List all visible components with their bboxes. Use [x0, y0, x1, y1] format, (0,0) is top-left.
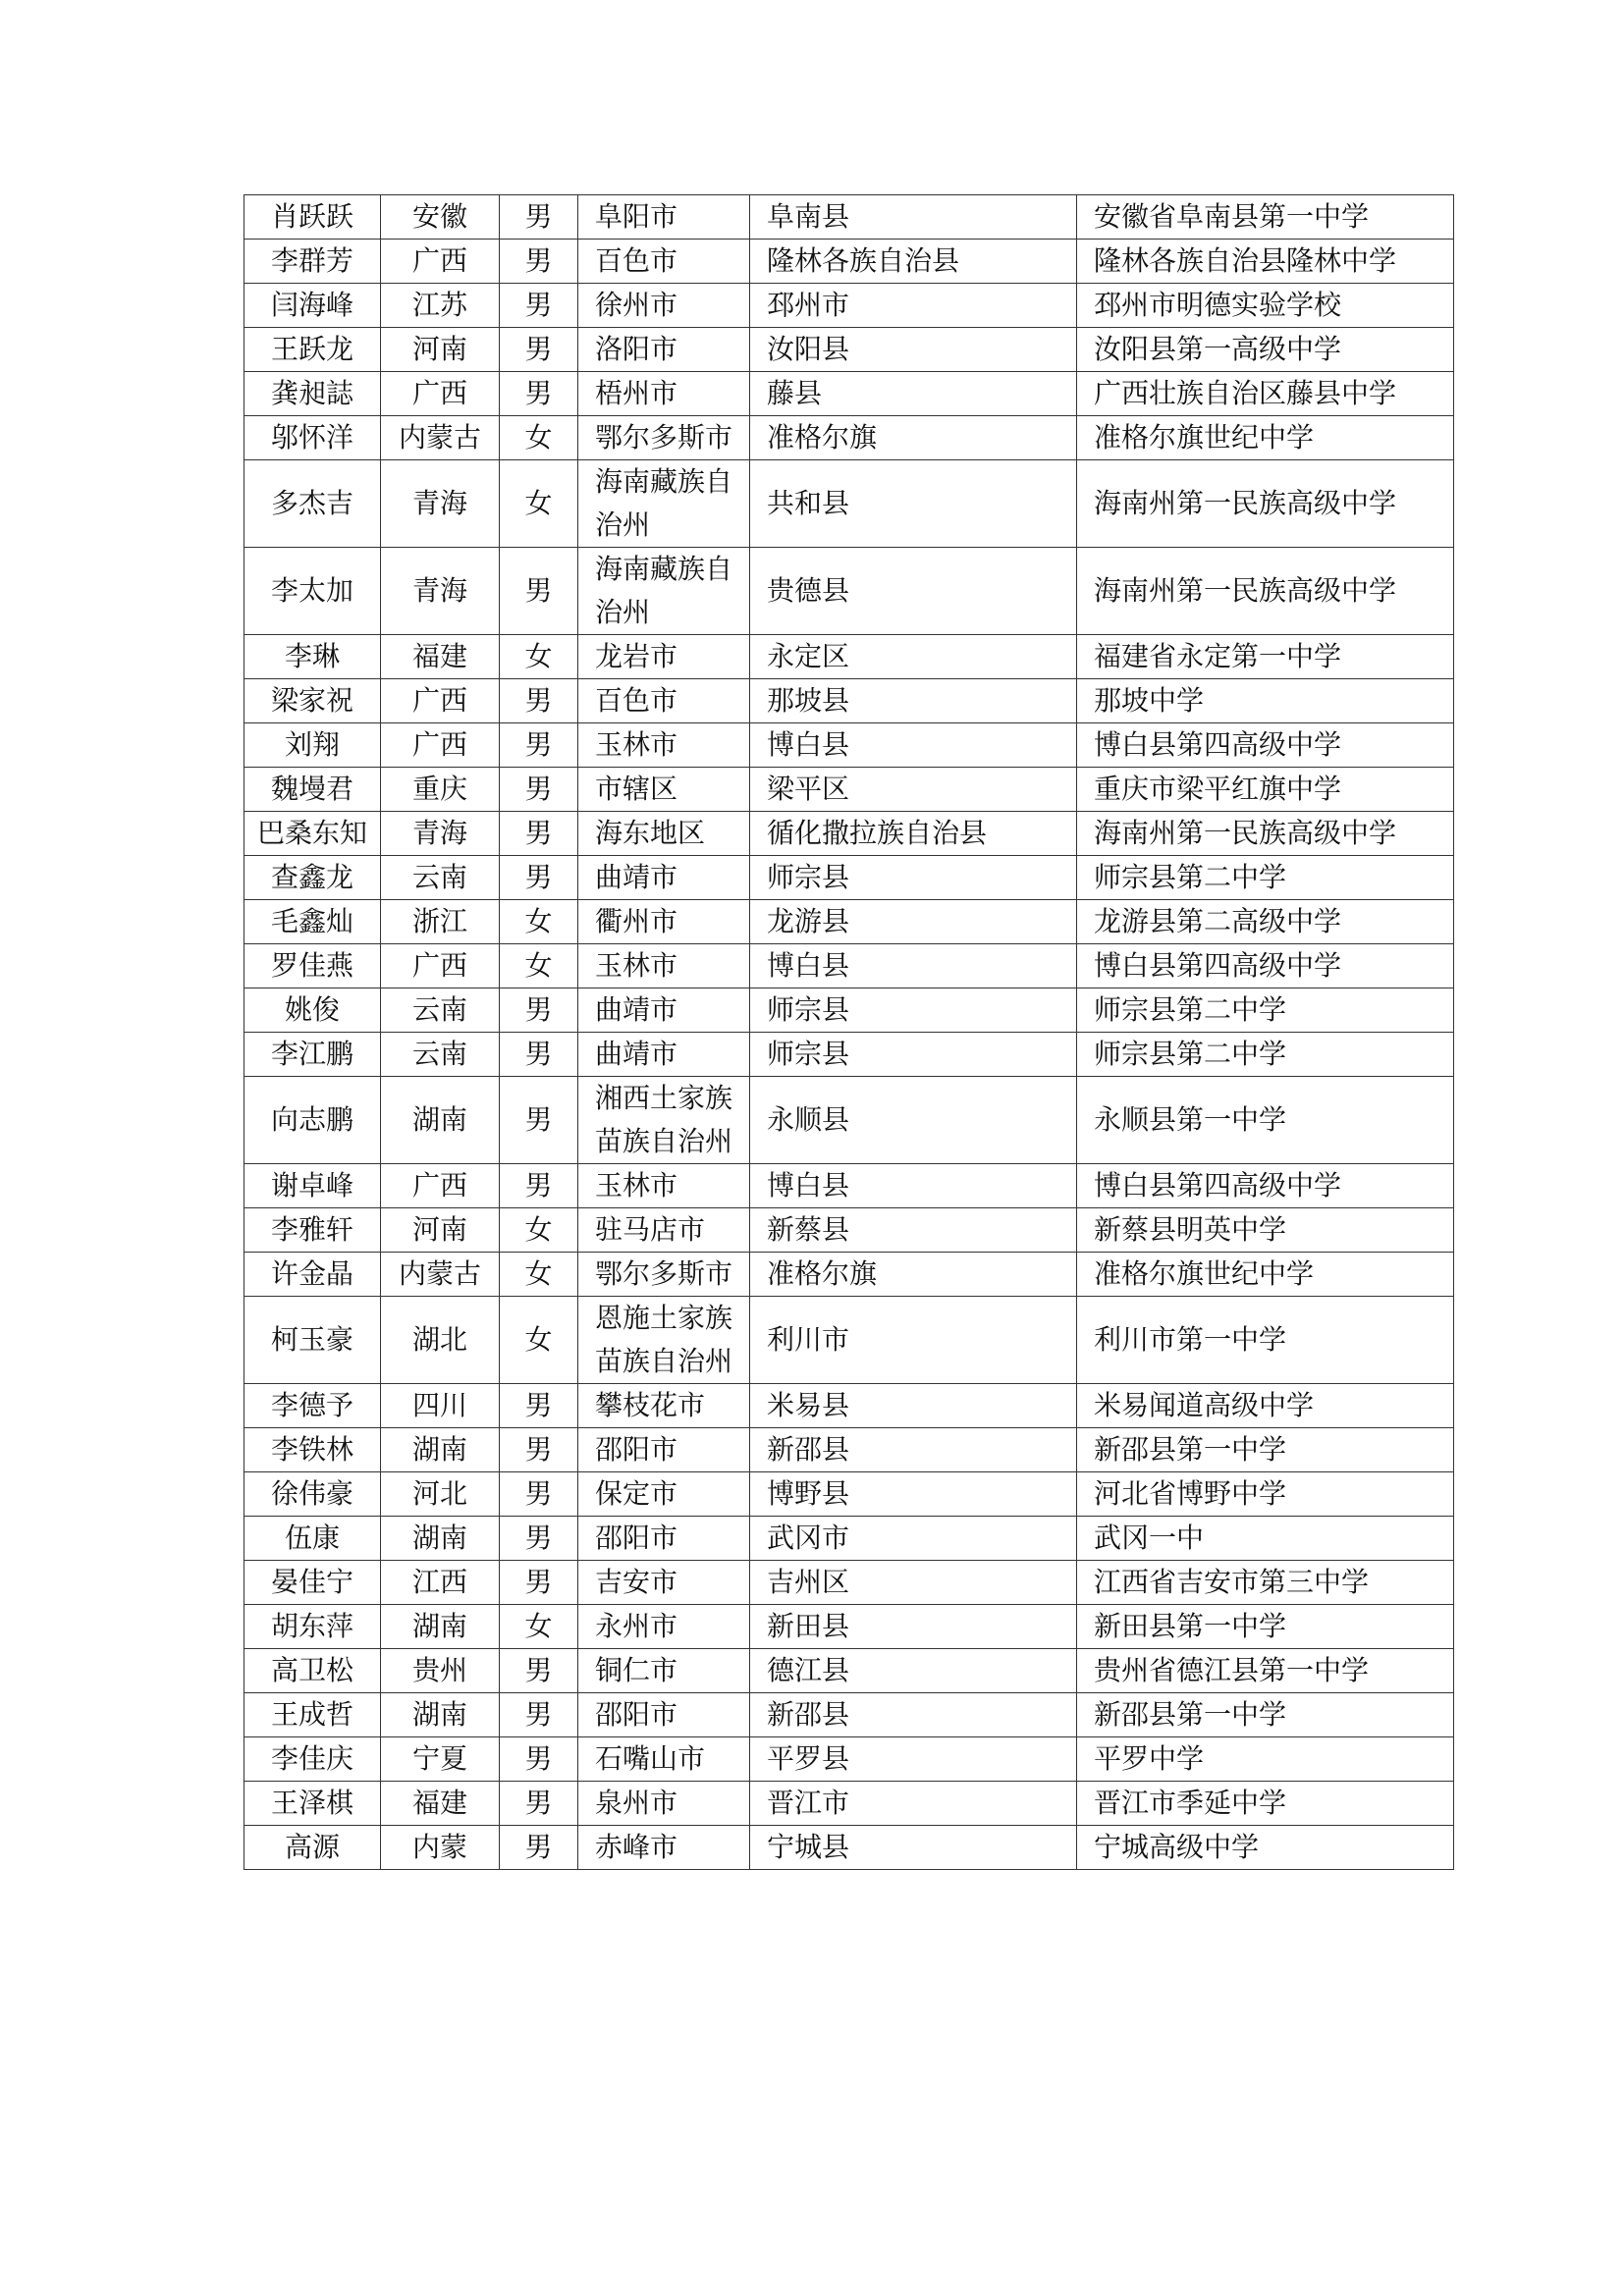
- table-row: [244, 1649, 1454, 1693]
- county-cell: 循化撒拉族自治县: [750, 812, 1077, 856]
- school-cell: 福建省永定第一中学: [1077, 635, 1454, 679]
- student-name-cell: 向志鹏: [244, 1077, 381, 1164]
- school-cell: 河北省博野中学: [1077, 1472, 1454, 1517]
- table-row: [244, 1561, 1454, 1605]
- table-row: [244, 1782, 1454, 1826]
- city-cell: 鄂尔多斯市: [578, 416, 750, 460]
- table-row: [244, 988, 1454, 1033]
- school-cell: 博白县第四高级中学: [1077, 723, 1454, 768]
- city-cell: 徐州市: [578, 284, 750, 328]
- city-cell: 龙岩市: [578, 635, 750, 679]
- student-name-cell: 巴桑东知: [244, 812, 381, 856]
- province-cell: 江苏: [381, 284, 500, 328]
- school-cell: 平罗中学: [1077, 1737, 1454, 1782]
- table-row: [244, 723, 1454, 768]
- province-cell: 内蒙古: [381, 1253, 500, 1297]
- gender-cell: 女: [500, 460, 578, 548]
- student-name-cell: 多杰吉: [244, 460, 381, 548]
- school-cell: 邳州市明德实验学校: [1077, 284, 1454, 328]
- city-cell: 保定市: [578, 1472, 750, 1517]
- county-cell: 宁城县: [750, 1826, 1077, 1870]
- school-cell: 宁城高级中学: [1077, 1826, 1454, 1870]
- county-cell: 吉州区: [750, 1561, 1077, 1605]
- gender-cell: 男: [500, 328, 578, 372]
- student-name-cell: 高卫松: [244, 1649, 381, 1693]
- province-cell: 河南: [381, 1208, 500, 1253]
- city-cell: 海东地区: [578, 812, 750, 856]
- city-cell: 海南藏族自治州: [578, 460, 750, 548]
- province-cell: 内蒙古: [381, 416, 500, 460]
- county-cell: 师宗县: [750, 988, 1077, 1033]
- school-cell: 新邵县第一中学: [1077, 1693, 1454, 1737]
- student-name-cell: 梁家祝: [244, 679, 381, 723]
- county-cell: 德江县: [750, 1649, 1077, 1693]
- gender-cell: 男: [500, 372, 578, 416]
- school-cell: 师宗县第二中学: [1077, 988, 1454, 1033]
- gender-cell: 女: [500, 1253, 578, 1297]
- gender-cell: 男: [500, 768, 578, 812]
- gender-cell: 女: [500, 416, 578, 460]
- county-cell: 米易县: [750, 1384, 1077, 1428]
- student-name-cell: 李德予: [244, 1384, 381, 1428]
- county-cell: 新田县: [750, 1605, 1077, 1649]
- city-cell: 吉安市: [578, 1561, 750, 1605]
- gender-cell: 男: [500, 1826, 578, 1870]
- county-cell: 阜南县: [750, 195, 1077, 240]
- school-cell: 广西壮族自治区藤县中学: [1077, 372, 1454, 416]
- county-cell: 博野县: [750, 1472, 1077, 1517]
- county-cell: 准格尔旗: [750, 416, 1077, 460]
- county-cell: 永顺县: [750, 1077, 1077, 1164]
- county-cell: 博白县: [750, 723, 1077, 768]
- school-cell: 师宗县第二中学: [1077, 856, 1454, 900]
- table-row: [244, 1253, 1454, 1297]
- school-cell: 新蔡县明英中学: [1077, 1208, 1454, 1253]
- table-row: [244, 460, 1454, 548]
- student-name-cell: 李太加: [244, 548, 381, 635]
- gender-cell: 男: [500, 1649, 578, 1693]
- city-cell: 曲靖市: [578, 988, 750, 1033]
- table-row: [244, 1077, 1454, 1164]
- table-row: [244, 328, 1454, 372]
- gender-cell: 男: [500, 548, 578, 635]
- student-name-cell: 晏佳宁: [244, 1561, 381, 1605]
- county-cell: 贵德县: [750, 548, 1077, 635]
- table-row: [244, 1472, 1454, 1517]
- student-name-cell: 李佳庆: [244, 1737, 381, 1782]
- student-name-cell: 伍康: [244, 1517, 381, 1561]
- gender-cell: 女: [500, 1605, 578, 1649]
- table-row: [244, 1737, 1454, 1782]
- province-cell: 河南: [381, 328, 500, 372]
- province-cell: 广西: [381, 723, 500, 768]
- student-name-cell: 李琳: [244, 635, 381, 679]
- school-cell: 师宗县第二中学: [1077, 1033, 1454, 1077]
- province-cell: 湖南: [381, 1428, 500, 1472]
- school-cell: 海南州第一民族高级中学: [1077, 548, 1454, 635]
- county-cell: 博白县: [750, 944, 1077, 988]
- table-row: [244, 1033, 1454, 1077]
- city-cell: 永州市: [578, 1605, 750, 1649]
- county-cell: 新蔡县: [750, 1208, 1077, 1253]
- school-cell: 安徽省阜南县第一中学: [1077, 195, 1454, 240]
- city-cell: 洛阳市: [578, 328, 750, 372]
- province-cell: 青海: [381, 460, 500, 548]
- table-row: [244, 1384, 1454, 1428]
- table-row: [244, 1164, 1454, 1208]
- student-name-cell: 查鑫龙: [244, 856, 381, 900]
- province-cell: 广西: [381, 240, 500, 284]
- student-name-cell: 王泽棋: [244, 1782, 381, 1826]
- province-cell: 内蒙: [381, 1826, 500, 1870]
- province-cell: 湖北: [381, 1297, 500, 1384]
- province-cell: 湖南: [381, 1693, 500, 1737]
- school-cell: 江西省吉安市第三中学: [1077, 1561, 1454, 1605]
- student-name-cell: 徐伟豪: [244, 1472, 381, 1517]
- city-cell: 海南藏族自治州: [578, 548, 750, 635]
- province-cell: 广西: [381, 372, 500, 416]
- student-name-cell: 高源: [244, 1826, 381, 1870]
- gender-cell: 男: [500, 1472, 578, 1517]
- province-cell: 广西: [381, 944, 500, 988]
- province-cell: 江西: [381, 1561, 500, 1605]
- county-cell: 博白县: [750, 1164, 1077, 1208]
- county-cell: 邳州市: [750, 284, 1077, 328]
- province-cell: 青海: [381, 548, 500, 635]
- county-cell: 平罗县: [750, 1737, 1077, 1782]
- county-cell: 永定区: [750, 635, 1077, 679]
- city-cell: 曲靖市: [578, 856, 750, 900]
- city-cell: 铜仁市: [578, 1649, 750, 1693]
- city-cell: 攀枝花市: [578, 1384, 750, 1428]
- province-cell: 湖南: [381, 1077, 500, 1164]
- province-cell: 安徽: [381, 195, 500, 240]
- table-row: [244, 812, 1454, 856]
- province-cell: 宁夏: [381, 1737, 500, 1782]
- table-row: [244, 416, 1454, 460]
- gender-cell: 男: [500, 1164, 578, 1208]
- gender-cell: 女: [500, 1297, 578, 1384]
- student-roster-table: [244, 194, 1454, 1870]
- student-name-cell: 胡东萍: [244, 1605, 381, 1649]
- province-cell: 贵州: [381, 1649, 500, 1693]
- school-cell: 龙游县第二高级中学: [1077, 900, 1454, 944]
- city-cell: 玉林市: [578, 723, 750, 768]
- gender-cell: 男: [500, 1517, 578, 1561]
- student-name-cell: 毛鑫灿: [244, 900, 381, 944]
- student-name-cell: 李江鹏: [244, 1033, 381, 1077]
- table-row: [244, 900, 1454, 944]
- city-cell: 百色市: [578, 679, 750, 723]
- county-cell: 新邵县: [750, 1428, 1077, 1472]
- gender-cell: 女: [500, 635, 578, 679]
- city-cell: 邵阳市: [578, 1517, 750, 1561]
- table-row: [244, 240, 1454, 284]
- province-cell: 重庆: [381, 768, 500, 812]
- city-cell: 玉林市: [578, 1164, 750, 1208]
- table-row: [244, 548, 1454, 635]
- school-cell: 海南州第一民族高级中学: [1077, 812, 1454, 856]
- table-row: [244, 635, 1454, 679]
- province-cell: 四川: [381, 1384, 500, 1428]
- table-row: [244, 1693, 1454, 1737]
- school-cell: 武冈一中: [1077, 1517, 1454, 1561]
- city-cell: 邵阳市: [578, 1428, 750, 1472]
- student-name-cell: 李群芳: [244, 240, 381, 284]
- gender-cell: 男: [500, 988, 578, 1033]
- province-cell: 湖南: [381, 1517, 500, 1561]
- table-row: [244, 195, 1454, 240]
- school-cell: 那坡中学: [1077, 679, 1454, 723]
- school-cell: 新田县第一中学: [1077, 1605, 1454, 1649]
- county-cell: 师宗县: [750, 856, 1077, 900]
- province-cell: 云南: [381, 1033, 500, 1077]
- city-cell: 梧州市: [578, 372, 750, 416]
- student-name-cell: 刘翔: [244, 723, 381, 768]
- student-name-cell: 王成哲: [244, 1693, 381, 1737]
- county-cell: 梁平区: [750, 768, 1077, 812]
- city-cell: 石嘴山市: [578, 1737, 750, 1782]
- gender-cell: 男: [500, 1033, 578, 1077]
- student-name-cell: 罗佳燕: [244, 944, 381, 988]
- gender-cell: 男: [500, 812, 578, 856]
- school-cell: 博白县第四高级中学: [1077, 944, 1454, 988]
- school-cell: 准格尔旗世纪中学: [1077, 1253, 1454, 1297]
- table-row: [244, 372, 1454, 416]
- gender-cell: 男: [500, 284, 578, 328]
- city-cell: 鄂尔多斯市: [578, 1253, 750, 1297]
- county-cell: 藤县: [750, 372, 1077, 416]
- province-cell: 云南: [381, 988, 500, 1033]
- gender-cell: 男: [500, 679, 578, 723]
- county-cell: 武冈市: [750, 1517, 1077, 1561]
- county-cell: 利川市: [750, 1297, 1077, 1384]
- county-cell: 准格尔旗: [750, 1253, 1077, 1297]
- table-row: [244, 679, 1454, 723]
- gender-cell: 男: [500, 1737, 578, 1782]
- table-row: [244, 1297, 1454, 1384]
- school-cell: 利川市第一中学: [1077, 1297, 1454, 1384]
- student-name-cell: 龚昶誌: [244, 372, 381, 416]
- table-row: [244, 1605, 1454, 1649]
- city-cell: 泉州市: [578, 1782, 750, 1826]
- gender-cell: 男: [500, 1077, 578, 1164]
- city-cell: 曲靖市: [578, 1033, 750, 1077]
- city-cell: 赤峰市: [578, 1826, 750, 1870]
- gender-cell: 男: [500, 240, 578, 284]
- gender-cell: 男: [500, 723, 578, 768]
- province-cell: 湖南: [381, 1605, 500, 1649]
- student-name-cell: 柯玉豪: [244, 1297, 381, 1384]
- school-cell: 博白县第四高级中学: [1077, 1164, 1454, 1208]
- province-cell: 福建: [381, 1782, 500, 1826]
- gender-cell: 男: [500, 1782, 578, 1826]
- table-row: [244, 1208, 1454, 1253]
- city-cell: 衢州市: [578, 900, 750, 944]
- school-cell: 新邵县第一中学: [1077, 1428, 1454, 1472]
- table-row: [244, 284, 1454, 328]
- table-row: [244, 1428, 1454, 1472]
- gender-cell: 男: [500, 1561, 578, 1605]
- school-cell: 隆林各族自治县隆林中学: [1077, 240, 1454, 284]
- gender-cell: 女: [500, 1208, 578, 1253]
- city-cell: 邵阳市: [578, 1693, 750, 1737]
- student-name-cell: 邬怀洋: [244, 416, 381, 460]
- student-name-cell: 王跃龙: [244, 328, 381, 372]
- gender-cell: 男: [500, 195, 578, 240]
- gender-cell: 男: [500, 1693, 578, 1737]
- student-name-cell: 姚俊: [244, 988, 381, 1033]
- province-cell: 浙江: [381, 900, 500, 944]
- gender-cell: 男: [500, 1384, 578, 1428]
- county-cell: 新邵县: [750, 1693, 1077, 1737]
- gender-cell: 男: [500, 856, 578, 900]
- county-cell: 隆林各族自治县: [750, 240, 1077, 284]
- province-cell: 广西: [381, 679, 500, 723]
- student-name-cell: 肖跃跃: [244, 195, 381, 240]
- school-cell: 海南州第一民族高级中学: [1077, 460, 1454, 548]
- city-cell: 湘西土家族苗族自治州: [578, 1077, 750, 1164]
- student-name-cell: 谢卓峰: [244, 1164, 381, 1208]
- student-name-cell: 李雅轩: [244, 1208, 381, 1253]
- gender-cell: 男: [500, 1428, 578, 1472]
- county-cell: 那坡县: [750, 679, 1077, 723]
- table-row: [244, 856, 1454, 900]
- student-name-cell: 李铁林: [244, 1428, 381, 1472]
- table-row: [244, 1826, 1454, 1870]
- city-cell: 市辖区: [578, 768, 750, 812]
- student-name-cell: 魏墁君: [244, 768, 381, 812]
- roster-body: [244, 195, 1454, 1870]
- county-cell: 晋江市: [750, 1782, 1077, 1826]
- county-cell: 师宗县: [750, 1033, 1077, 1077]
- province-cell: 福建: [381, 635, 500, 679]
- school-cell: 永顺县第一中学: [1077, 1077, 1454, 1164]
- city-cell: 玉林市: [578, 944, 750, 988]
- school-cell: 贵州省德江县第一中学: [1077, 1649, 1454, 1693]
- table-row: [244, 768, 1454, 812]
- county-cell: 共和县: [750, 460, 1077, 548]
- table-row: [244, 1517, 1454, 1561]
- student-name-cell: 闫海峰: [244, 284, 381, 328]
- school-cell: 重庆市梁平红旗中学: [1077, 768, 1454, 812]
- province-cell: 云南: [381, 856, 500, 900]
- county-cell: 龙游县: [750, 900, 1077, 944]
- city-cell: 百色市: [578, 240, 750, 284]
- county-cell: 汝阳县: [750, 328, 1077, 372]
- table-row: [244, 944, 1454, 988]
- city-cell: 恩施土家族苗族自治州: [578, 1297, 750, 1384]
- city-cell: 驻马店市: [578, 1208, 750, 1253]
- school-cell: 汝阳县第一高级中学: [1077, 328, 1454, 372]
- gender-cell: 女: [500, 900, 578, 944]
- school-cell: 米易闻道高级中学: [1077, 1384, 1454, 1428]
- school-cell: 准格尔旗世纪中学: [1077, 416, 1454, 460]
- province-cell: 青海: [381, 812, 500, 856]
- school-cell: 晋江市季延中学: [1077, 1782, 1454, 1826]
- province-cell: 广西: [381, 1164, 500, 1208]
- province-cell: 河北: [381, 1472, 500, 1517]
- student-name-cell: 许金晶: [244, 1253, 381, 1297]
- city-cell: 阜阳市: [578, 195, 750, 240]
- gender-cell: 女: [500, 944, 578, 988]
